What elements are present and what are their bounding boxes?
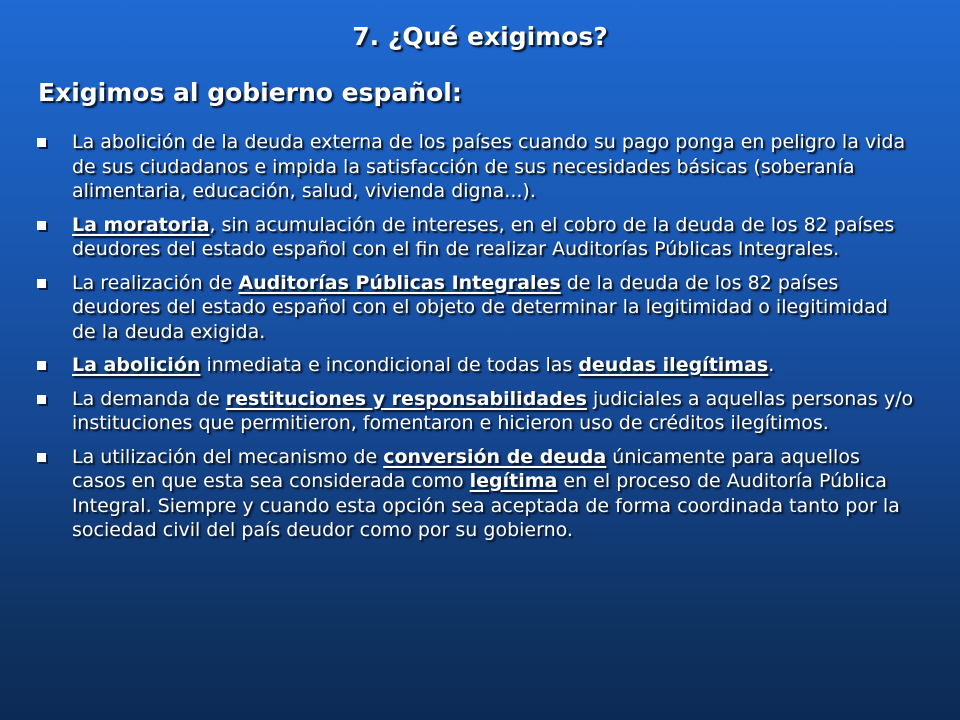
bullet-item bbox=[36, 271, 916, 345]
bullet-item bbox=[36, 213, 916, 262]
bullet-text-segment: La demanda de bbox=[72, 387, 226, 410]
bullet-text-segment: únicamente para aquellos casos en que esta sea considerada como bbox=[72, 445, 860, 492]
square-bullet-icon bbox=[37, 361, 46, 370]
square-bullet-icon bbox=[37, 279, 46, 288]
bullet-text-segment: inmediata e incondicional de todas las bbox=[200, 354, 579, 376]
bullet-emphasis: conversión de deuda bbox=[383, 445, 607, 468]
bullet-text-segment: La realización de bbox=[72, 271, 239, 294]
slide-title: 7. ¿Qué exigimos? bbox=[352, 22, 608, 51]
slide-subtitle: Exigimos al gobierno español: bbox=[38, 78, 462, 107]
bullet-text bbox=[72, 131, 905, 202]
bullet-text bbox=[72, 388, 913, 435]
bullet-text bbox=[72, 272, 888, 343]
bullet-emphasis: Auditorías Públicas Integrales bbox=[238, 271, 561, 294]
bullet-text-segment: en el proceso de Auditoría Pública Integral. Siempre y cuando esta opción sea aceptada de forma coordinada tanto por la sociedad civil del país deudor como por su gobierno. bbox=[72, 470, 900, 541]
bullet-item bbox=[36, 130, 916, 204]
square-bullet-icon bbox=[37, 453, 46, 462]
square-bullet-icon bbox=[37, 395, 46, 404]
bullet-text-segment: La utilización del mecanismo de bbox=[72, 445, 384, 468]
bullet-emphasis: deudas ilegítimas bbox=[578, 354, 769, 376]
bullet-text-segment: . bbox=[768, 354, 775, 376]
bullet-text bbox=[72, 354, 774, 376]
bullet-emphasis: La moratoria bbox=[72, 213, 210, 236]
bullet-text bbox=[72, 214, 894, 261]
square-bullet-icon bbox=[37, 138, 46, 147]
square-bullet-icon bbox=[37, 221, 46, 230]
bullet-item bbox=[36, 353, 916, 378]
bullet-item bbox=[36, 387, 916, 436]
bullet-text-segment: judiciales a aquellas personas y/o instituciones que permitieron, fomentaron e hicieron uso de créditos ilegítimos. bbox=[72, 387, 914, 434]
bullet-emphasis: restituciones y responsabilidades bbox=[225, 387, 587, 410]
bullet-emphasis: La abolición bbox=[72, 354, 201, 376]
bullet-emphasis: legítima bbox=[469, 470, 558, 492]
bullet-text-segment: , sin acumulación de intereses, en el cobro de la deuda de los 82 países deudores del estado español con el fin de realizar Auditorías Públicas Integrales. bbox=[72, 213, 895, 260]
bullet-text-segment: de la deuda de los 82 países deudores del estado español con el objeto de determinar la legitimidad o ilegitimidad de la deuda exigida. bbox=[72, 271, 888, 343]
bullet-text-segment: La abolición de la deuda externa de los países cuando su pago ponga en peligro la vida de sus ciudadanos e impida la satisfacción de sus necesidades básicas (soberanía alimentaria, educación, salud, vivienda digna...). bbox=[72, 131, 906, 202]
bullet-item bbox=[36, 445, 916, 543]
bullet-text bbox=[72, 446, 900, 542]
bullet-list bbox=[36, 130, 916, 552]
